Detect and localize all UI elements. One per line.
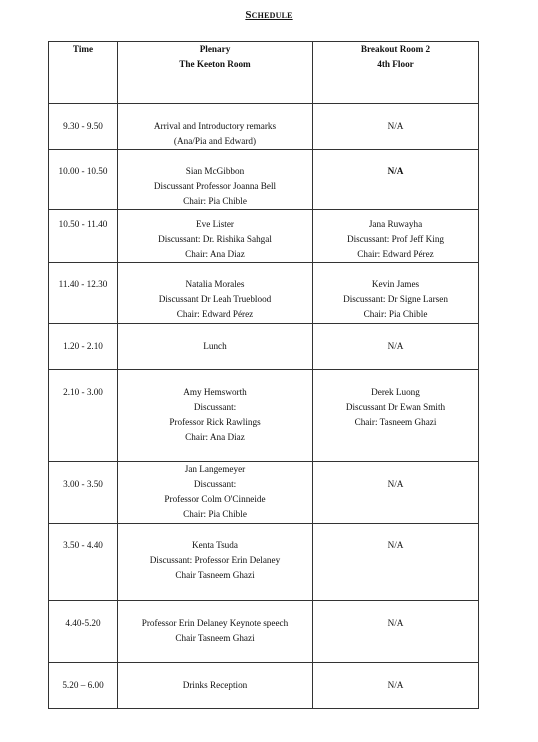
- schedule-row: [49, 150, 479, 210]
- breakout-cell: [313, 462, 479, 524]
- time-cell: [49, 370, 118, 462]
- breakout-cell: [313, 324, 479, 370]
- plenary-cell: [118, 524, 313, 601]
- plenary-line: Drinks Reception: [182, 680, 248, 690]
- breakout-line: Discussant: Prof Jeff King: [346, 234, 445, 244]
- breakout-line: N/A: [387, 121, 404, 131]
- breakout-line: Discussant Dr Ewan Smith: [345, 402, 446, 412]
- breakout-line: Chair: Tasneem Ghazi: [354, 417, 437, 427]
- time-label: 10.50 - 11.40: [58, 219, 108, 229]
- plenary-cell: [118, 601, 313, 663]
- schedule-row: [49, 324, 479, 370]
- breakout-line: Chair: Pia Chible: [363, 309, 428, 319]
- breakout-cell: [313, 150, 479, 210]
- time-cell: [49, 263, 118, 324]
- breakout-cell: [313, 263, 479, 324]
- breakout-line: N/A: [387, 166, 404, 176]
- plenary-line: Chair Tasneem Ghazi: [175, 633, 255, 643]
- time-cell: [49, 210, 118, 263]
- schedule-row: [49, 263, 479, 324]
- plenary-line: Lunch: [203, 341, 227, 351]
- plenary-cell: [118, 104, 313, 150]
- breakout-line: Discussant: Dr Signe Larsen: [343, 294, 448, 304]
- plenary-line: Arrival and Introductory remarks: [153, 121, 277, 131]
- plenary-line: Jan Langemeyer: [184, 464, 246, 474]
- breakout-line: Chair: Edward Pérez: [357, 249, 434, 259]
- schedule-row: [49, 370, 479, 462]
- plenary-cell: [118, 210, 313, 263]
- header-plenary-line2: The Keeton Room: [179, 59, 251, 69]
- plenary-cell: [118, 663, 313, 709]
- time-cell: [49, 462, 118, 524]
- plenary-cell: [118, 370, 313, 462]
- header-time: [49, 42, 118, 104]
- plenary-line: Kenta Tsuda: [192, 540, 238, 550]
- header-plenary: [118, 42, 313, 104]
- time-cell: [49, 524, 118, 601]
- schedule-row: [49, 210, 479, 263]
- breakout-cell: [313, 601, 479, 663]
- time-cell: [49, 104, 118, 150]
- time-label: 10.00 - 10.50: [58, 166, 108, 176]
- header-breakout-line2: 4th Floor: [377, 59, 414, 69]
- breakout-line: N/A: [387, 479, 404, 489]
- schedule-row: [49, 663, 479, 709]
- schedule-row: [49, 524, 479, 601]
- time-label: 4.40-5.20: [65, 618, 101, 628]
- plenary-line: Sian McGibbon: [185, 166, 245, 176]
- plenary-line: Discussant:: [193, 402, 237, 412]
- plenary-line: Discussant: Dr. Rishika Sahgal: [158, 234, 272, 244]
- breakout-line: N/A: [387, 341, 404, 351]
- plenary-line: Chair Tasneem Ghazi: [175, 570, 255, 580]
- time-cell: [49, 663, 118, 709]
- schedule-row: [49, 104, 479, 150]
- header-breakout-line1: Breakout Room 2: [360, 44, 431, 54]
- breakout-cell: [313, 663, 479, 709]
- header-plenary-line1: Plenary: [199, 44, 231, 54]
- time-cell: [49, 150, 118, 210]
- breakout-cell: [313, 104, 479, 150]
- plenary-line: Chair: Ana Diaz: [185, 432, 245, 442]
- plenary-line: Discussant:: [193, 479, 237, 489]
- plenary-line: Chair: Pia Chible: [183, 509, 247, 519]
- breakout-line: Kevin James: [371, 279, 420, 289]
- time-label: 2.10 - 3.00: [63, 387, 103, 397]
- breakout-line: N/A: [387, 540, 404, 550]
- header-time-label: Time: [72, 44, 94, 54]
- breakout-cell: [313, 210, 479, 263]
- header-row: [49, 42, 479, 104]
- plenary-line: Eve Lister: [195, 219, 234, 229]
- plenary-line: Professor Erin Delaney Keynote speech: [141, 618, 289, 628]
- plenary-line: Discussant Dr Leah Trueblood: [158, 294, 272, 304]
- time-label: 11.40 - 12.30: [58, 279, 108, 289]
- plenary-line: Discussant: Professor Erin Delaney: [149, 555, 281, 565]
- plenary-line: Amy Hemsworth: [183, 387, 247, 397]
- plenary-cell: [118, 324, 313, 370]
- time-label: 3.50 - 4.40: [63, 540, 103, 550]
- time-label: 9.30 - 9.50: [63, 121, 103, 131]
- schedule-table: [48, 41, 479, 709]
- plenary-line: Chair: Ana Diaz: [185, 249, 245, 259]
- breakout-line: Derek Luong: [371, 387, 420, 397]
- plenary-line: Chair: Edward Pérez: [176, 309, 254, 319]
- breakout-cell: [313, 524, 479, 601]
- header-breakout: [313, 42, 479, 104]
- breakout-line: N/A: [387, 680, 404, 690]
- plenary-line: Chair: Pia Chible: [183, 196, 247, 206]
- plenary-line: Natalia Morales: [185, 279, 245, 289]
- plenary-line: (Ana/Pia and Edward): [173, 136, 257, 146]
- plenary-line: Professor Rick Rawlings: [169, 417, 261, 427]
- plenary-cell: [118, 263, 313, 324]
- breakout-line: Jana Ruwayha: [368, 219, 423, 229]
- breakout-cell: [313, 370, 479, 462]
- schedule-row: [49, 462, 479, 524]
- schedule-row: [49, 601, 479, 663]
- time-label: 3.00 - 3.50: [63, 479, 103, 489]
- page-title: Schedule: [245, 9, 293, 21]
- plenary-cell: [118, 462, 313, 524]
- time-label: 5.20 – 6.00: [62, 680, 104, 690]
- plenary-line: Discussant Professor Joanna Bell: [153, 181, 277, 191]
- time-cell: [49, 324, 118, 370]
- plenary-cell: [118, 150, 313, 210]
- time-label: 1.20 - 2.10: [63, 341, 103, 351]
- plenary-line: Professor Colm O'Cinneide: [164, 494, 266, 504]
- breakout-line: N/A: [387, 618, 404, 628]
- time-cell: [49, 601, 118, 663]
